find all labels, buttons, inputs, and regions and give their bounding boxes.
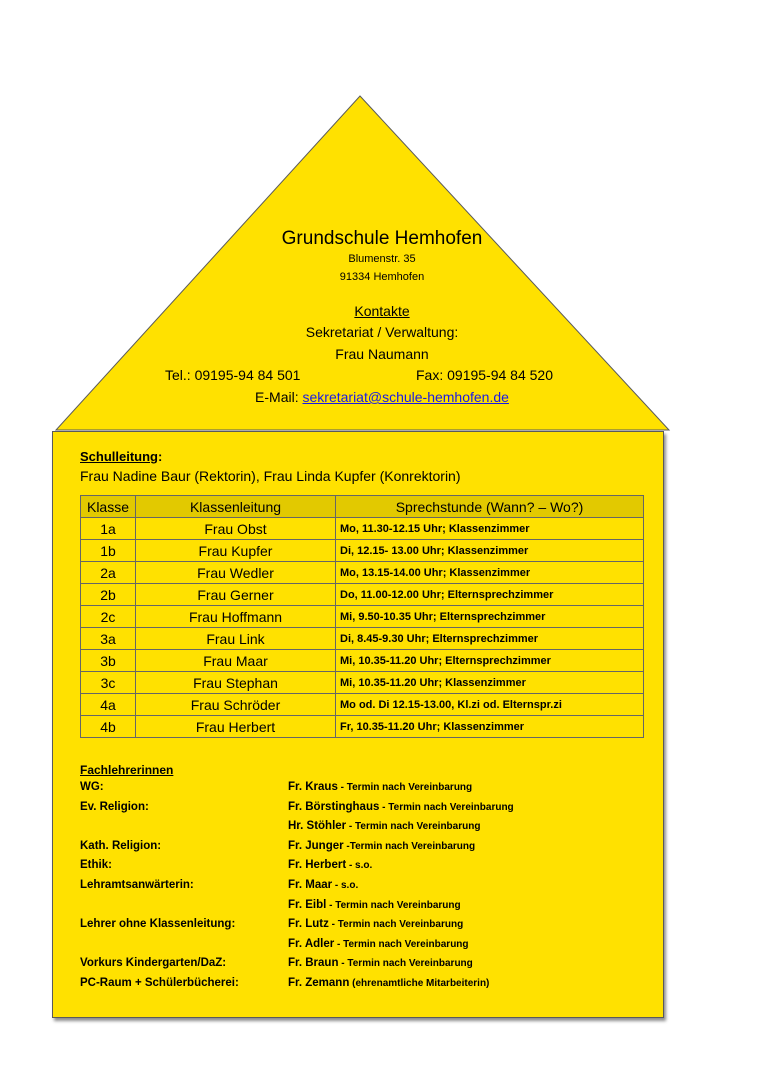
teacher-cell: Frau Kupfer: [136, 540, 336, 562]
class-cell: 3b: [81, 650, 136, 672]
office-hours-cell: Do, 11.00-12.00 Uhr; Elternsprechzimmer: [336, 584, 644, 606]
specialist-row: [80, 918, 640, 938]
teacher-cell: Frau Stephan: [136, 672, 336, 694]
table-row: [81, 606, 644, 628]
school-city: 91334 Hemhofen: [339, 271, 425, 283]
office-hours-cell: Di, 8.45-9.30 Uhr; Elternsprechzimmer: [336, 628, 644, 650]
header-teacher: Klassenleitung: [136, 496, 336, 518]
specialist-name: Fr. Eibl: [288, 898, 327, 911]
specialist-teacher: [288, 820, 480, 832]
teacher-cell: Frau Herbert: [136, 716, 336, 738]
class-cell: 3c: [81, 672, 136, 694]
specialist-name: Fr. Börstinghaus: [288, 800, 380, 813]
teacher-cell: Frau Hoffmann: [136, 606, 336, 628]
office-hours-cell: Mo, 13.15-14.00 Uhr; Klassenzimmer: [336, 562, 644, 584]
school-name: Grundschule Hemhofen: [281, 228, 483, 249]
specialist-note: - Termin nach Vereinbarung: [346, 821, 481, 833]
table-row: [81, 650, 644, 672]
email-label: E-Mail:: [255, 389, 299, 405]
specialist-teacher: [288, 801, 514, 813]
class-cell: 1b: [81, 540, 136, 562]
specialist-subject: Kath. Religion:: [80, 839, 162, 852]
specialist-note: - Termin nach Vereinbarung: [338, 958, 473, 970]
email-line: [0, 389, 764, 405]
office-hours-cell: Mi, 9.50-10.35 Uhr; Elternsprechzimmer: [336, 606, 644, 628]
specialist-teacher: [288, 859, 372, 871]
specialist-subject: Ev. Religion:: [80, 800, 149, 813]
specialist-note: -Termin nach Vereinbarung: [343, 840, 476, 852]
school-street: Blumenstr. 35: [348, 253, 416, 265]
class-cell: 4a: [81, 694, 136, 716]
table-header-row: [81, 496, 644, 518]
specialist-subject: Vorkurs Kindergarten/DaZ:: [80, 957, 227, 970]
specialists-list: [80, 781, 640, 997]
specialist-note: - Termin nach Vereinbarung: [328, 919, 464, 931]
specialist-note: - s.o.: [332, 879, 359, 891]
specialist-row: [80, 899, 640, 919]
teacher-cell: Frau Gerner: [136, 584, 336, 606]
specialist-teacher: [288, 918, 463, 930]
office-person: Frau Naumann: [335, 346, 429, 362]
specialist-row: [80, 820, 640, 840]
specialist-name: Fr. Maar: [288, 878, 333, 891]
specialist-subject: WG:: [80, 781, 104, 793]
office-hours-cell: Mi, 10.35-11.20 Uhr; Elternsprechzimmer: [336, 650, 644, 672]
specialist-teacher: [288, 879, 358, 891]
class-cell: 2a: [81, 562, 136, 584]
specialist-teacher: [288, 938, 469, 950]
specialist-teacher: [288, 899, 461, 911]
leadership-heading: [80, 449, 162, 464]
specialists-heading: Fachlehrerinnen: [80, 763, 174, 777]
table-row: [81, 562, 644, 584]
table-row: [81, 694, 644, 716]
specialist-row: [80, 801, 640, 821]
specialist-name: Hr. Stöhler: [288, 820, 347, 833]
class-cell: 2c: [81, 606, 136, 628]
specialist-row: [80, 957, 640, 977]
specialist-row: [80, 977, 640, 997]
office-label: Sekretariat / Verwaltung:: [305, 324, 459, 340]
specialist-subject: Lehrer ohne Klassenleitung:: [80, 918, 236, 931]
table-row: [81, 672, 644, 694]
specialist-note: - Termin nach Vereinbarung: [334, 938, 469, 950]
specialist-note: - Termin nach Vereinbarung: [326, 899, 461, 911]
leadership-names: Frau Nadine Baur (Rektorin), Frau Linda Kupfer (Konrektorin): [80, 468, 461, 484]
house-body: [52, 431, 664, 1018]
contacts-heading: Kontakte: [354, 303, 410, 319]
table-row: [81, 518, 644, 540]
leadership-heading-text: Schulleitung: [80, 449, 158, 464]
specialist-name: Fr. Zemann: [288, 976, 350, 989]
fax-number: Fax: 09195-94 84 520: [416, 367, 553, 383]
table-row: [81, 628, 644, 650]
table-row: [81, 584, 644, 606]
teacher-cell: Frau Maar: [136, 650, 336, 672]
class-cell: 1a: [81, 518, 136, 540]
specialist-teacher: [288, 957, 473, 969]
specialist-subject: PC-Raum + Schülerbücherei:: [80, 976, 239, 989]
teacher-cell: Frau Obst: [136, 518, 336, 540]
leadership-heading-colon: :: [158, 449, 163, 464]
specialist-name: Fr. Kraus: [288, 781, 338, 793]
specialist-row: [80, 781, 640, 801]
office-hours-cell: Mo od. Di 12.15-13.00, Kl.zi od. Elternspr.zi: [336, 694, 644, 716]
class-cell: 2b: [81, 584, 136, 606]
class-table: [80, 495, 644, 738]
teacher-cell: Frau Schröder: [136, 694, 336, 716]
table-row: [81, 540, 644, 562]
specialist-teacher: [288, 840, 475, 852]
specialist-name: Fr. Adler: [288, 937, 335, 950]
specialist-row: [80, 879, 640, 899]
office-hours-cell: Di, 12.15- 13.00 Uhr; Klassenzimmer: [336, 540, 644, 562]
specialist-subject: Lehramtsanwärterin:: [80, 878, 194, 891]
specialist-teacher: [288, 781, 472, 793]
office-hours-cell: Mi, 10.35-11.20 Uhr; Klassenzimmer: [336, 672, 644, 694]
office-hours-cell: Fr, 10.35-11.20 Uhr; Klassenzimmer: [336, 716, 644, 738]
teacher-cell: Frau Link: [136, 628, 336, 650]
specialist-row: [80, 859, 640, 879]
teacher-cell: Frau Wedler: [136, 562, 336, 584]
house-roof: [0, 0, 764, 440]
email-link[interactable]: sekretariat@schule-hemhofen.de: [302, 389, 509, 405]
specialist-row: [80, 840, 640, 860]
specialist-teacher: [288, 977, 489, 989]
header-office-hours: Sprechstunde (Wann? – Wo?): [336, 496, 644, 518]
specialist-note: (ehrenamtliche Mitarbeiterin): [349, 977, 490, 989]
specialist-name: Fr. Herbert: [288, 859, 347, 872]
class-cell: 4b: [81, 716, 136, 738]
specialist-name: Fr. Junger: [288, 839, 344, 852]
specialist-note: - Termin nach Vereinbarung: [379, 801, 514, 813]
table-row: [81, 716, 644, 738]
header-class: Klasse: [81, 496, 136, 518]
class-cell: 3a: [81, 628, 136, 650]
specialist-name: Fr. Braun: [288, 957, 339, 970]
specialist-note: - s.o.: [346, 860, 373, 872]
specialist-row: [80, 938, 640, 958]
office-hours-cell: Mo, 11.30-12.15 Uhr; Klassenzimmer: [336, 518, 644, 540]
phone-number: Tel.: 09195-94 84 501: [165, 367, 301, 383]
specialist-note: - Termin nach Vereinbarung: [337, 782, 473, 793]
specialist-name: Fr. Lutz: [288, 918, 329, 931]
specialist-subject: Ethik:: [80, 859, 112, 872]
